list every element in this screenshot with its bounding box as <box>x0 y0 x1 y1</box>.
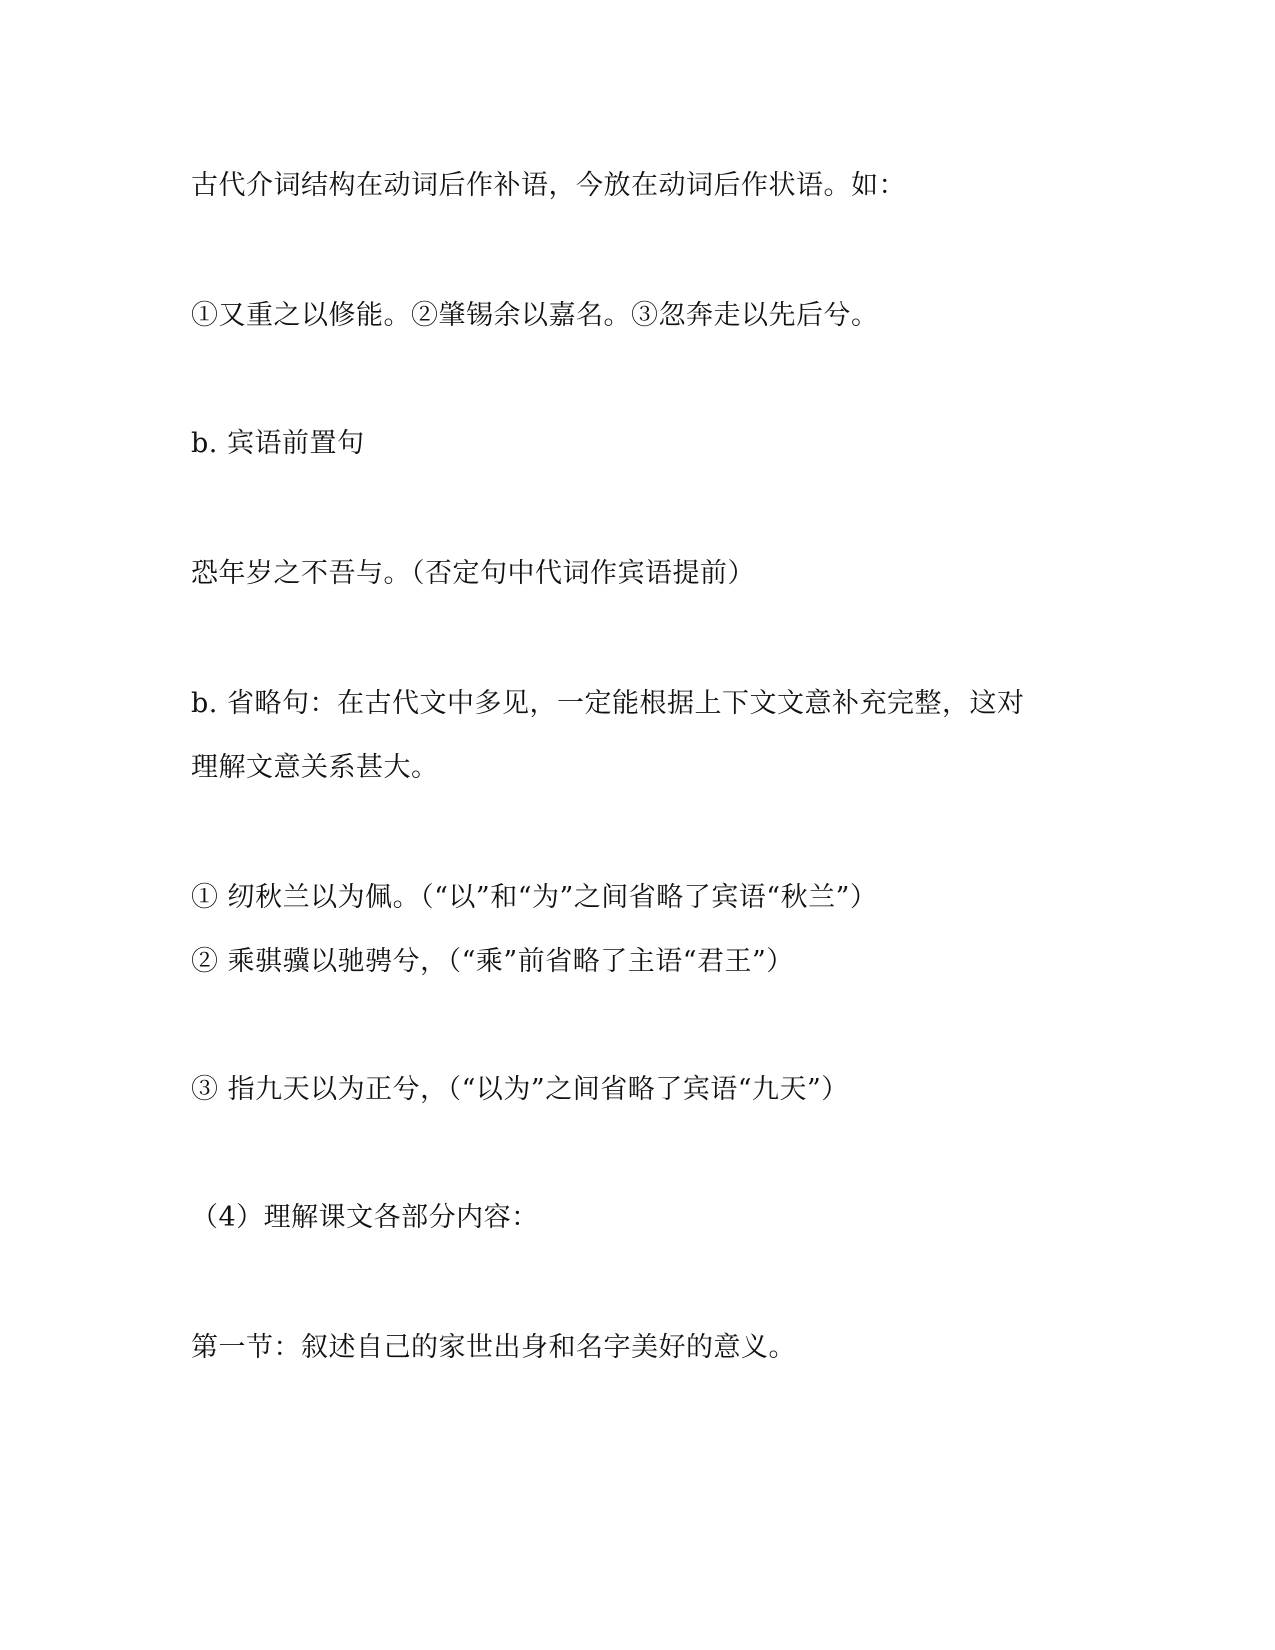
text-line-examples: ①又重之以修能。②肇锡余以嘉名。③忽奔走以先后兮。 <box>191 300 879 331</box>
list-item-ellipsis-1: ① 纫秋兰以为佩。（“以”和“为”之间省略了宾语“秋兰”） <box>191 882 878 913</box>
list-item-ellipsis-3: ③ 指九天以为正兮，（“以为”之间省略了宾语“九天”） <box>191 1074 849 1105</box>
text-line-section-one: 第一节：叙述自己的家世出身和名字美好的意义。 <box>191 1332 796 1363</box>
text-line-ellipsis-intro: b. 省略句：在古代文中多见，一定能根据上下文文意补充完整，这对 <box>191 688 1025 719</box>
list-item-ellipsis-2: ② 乘骐骥以驰骋兮，（“乘”前省略了主语“君王”） <box>191 946 794 977</box>
text-line-ellipsis-intro-cont: 理解文意关系甚大。 <box>191 752 439 783</box>
text-line-adverbial-note: 古代介词结构在动词后作补语，今放在动词后作状语。如： <box>191 170 906 201</box>
heading-understand-text: （4）理解课文各部分内容： <box>191 1202 539 1233</box>
heading-object-preposed: b. 宾语前置句 <box>191 428 365 459</box>
text-line-object-example: 恐年岁之不吾与。（否定句中代词作宾语提前） <box>191 558 755 589</box>
